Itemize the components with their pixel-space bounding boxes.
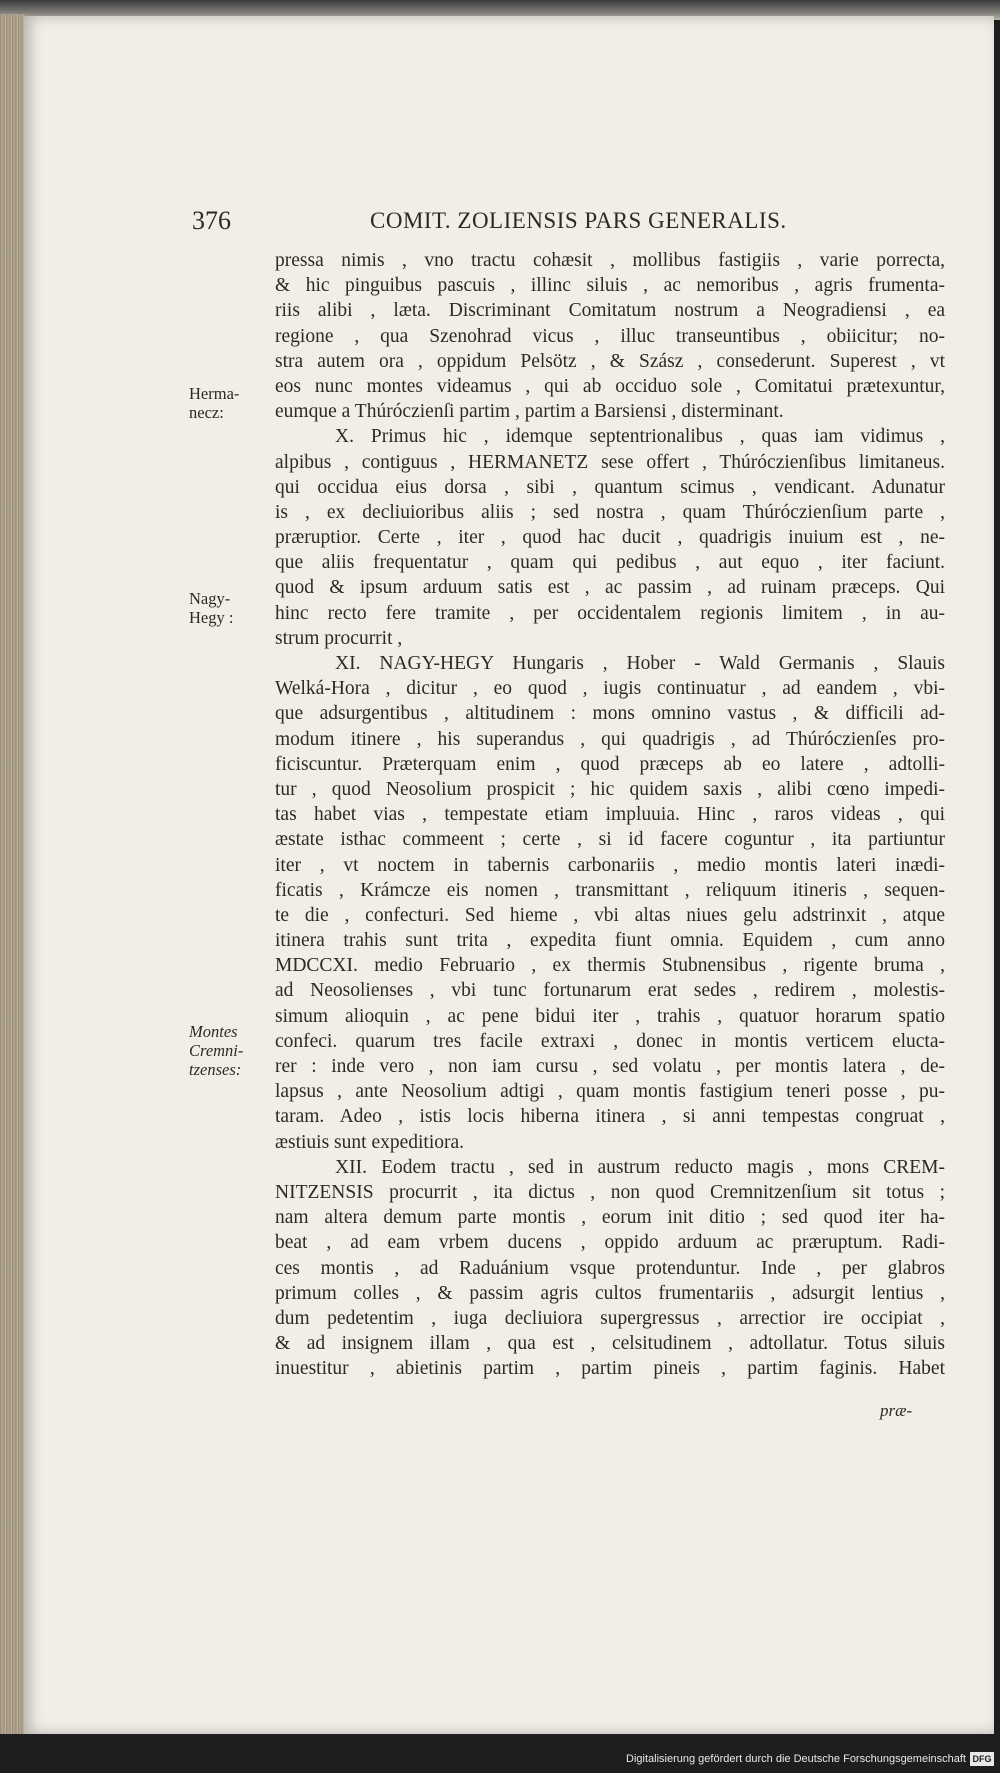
text-line: pressa nimis , vno tractu cohæsit , mollibus fastigiis , varie porrecta, xyxy=(275,250,945,271)
text-line: tur , quod Neosolium prospicit ; hic quidem saxis , alibi cœno impedi- xyxy=(275,778,945,800)
text-line: is , ex decliuioribus aliis ; sed nostra , quam Thúróczienſium parte , xyxy=(275,501,945,523)
text-line: tas habet vias , tempestate etiam impluuia. Hinc , raros videas , qui xyxy=(275,804,945,826)
text-line: æstiuis sunt expeditiora. xyxy=(275,1131,465,1153)
text-line: ficiscuntur. Præterquam enim , quod præceps ab eo latere , adtolli- xyxy=(275,753,945,775)
text-line: te die , confecturi. Sed hieme , vbi altas niues gelu adstrinxit , atque xyxy=(275,904,945,926)
text-line: itinera trahis sunt trita , expedita fiunt omnia. Equidem , cum anno xyxy=(275,930,945,952)
text-line: ad Neosolienses , vbi tunc fortunarum erat sedes , redirem , molestis- xyxy=(275,980,945,1002)
text-line: strum procurrit , xyxy=(275,627,403,649)
text-line: que adsurgentibus , altitudinem : mons omnino vastus , & difficili ad- xyxy=(275,703,945,725)
running-head-title: COMIT. ZOLIENSIS PARS GENERALIS. xyxy=(370,208,787,233)
text-line: regione , qua Szenohrad vicus , illuc transeuntibus , obiicitur; no- xyxy=(275,325,945,347)
running-head xyxy=(192,206,972,236)
text-line: qui occidua eius dorsa , sibi , quantum scimus , vendicant. Adunatur xyxy=(275,476,945,498)
text-line: confeci. quarum tres facile extraxi , donec in montis verticem elucta- xyxy=(275,1030,945,1052)
text-line: eos nunc montes videamus , qui ab occiduo sole , Comitatui prætexuntur, xyxy=(275,375,945,397)
text-line: que aliis frequentatur , quam qui pedibus , aut equo , iter faciunt. xyxy=(275,552,945,574)
text-line: lapsus , ante Neosolium adtigi , quam montis fastigium teneri posse , pu- xyxy=(275,1081,945,1103)
text-line: eumque a Thúróczienſi partim , partim a Barsiensi , disterminant. xyxy=(275,401,784,423)
catchword: præ- xyxy=(880,1401,913,1420)
text-line: dum pedetentim , iuga decliuiora supergressus , arrectior ire occipiat , xyxy=(275,1307,945,1329)
body-text xyxy=(275,248,945,1381)
footer-credit: Digitalisierung gefördert durch die Deutsche Forschungsgemeinschaft xyxy=(626,1753,966,1765)
paragraph-start-xi: XI. NAGY-HEGY Hungaris , Hober - Wald Germanis , Slauis xyxy=(335,653,945,674)
text-line: præruptior. Certe , iter , quod hac ducit , quadrigis inuium est , ne- xyxy=(275,527,945,549)
marginal-note-montes-cremnitzenses: Montes Cremni- tzenses: xyxy=(189,1022,244,1079)
text-line: stra autem ora , oppidum Pelsötz , & Szász , consederunt. Superest , vt xyxy=(275,350,945,372)
text-line: modum itinere , his superandus , qui quadrigis , ad Thúróczienſes pro- xyxy=(275,728,945,750)
text-line: NITZENSIS procurrit , ita dictus , non quod Cremnitzenſium sit totus ; xyxy=(275,1181,945,1203)
text-line: iter , vt noctem in tabernis carbonariis , medio montis lateri inædi- xyxy=(275,854,945,876)
text-line: taram. Adeo , istis locis hiberna itinera , si anni tempestas congruat , xyxy=(275,1106,945,1128)
paragraph-start-xii: XII. Eodem tractu , sed in austrum reducto magis , mons CREM- xyxy=(335,1156,945,1178)
text-line: alpibus , contiguus , HERMANETZ sese offert , Thúróczienſibus limitaneus. xyxy=(275,451,945,473)
marginal-note-nagy-hegy: Nagy- Hegy : xyxy=(189,589,234,627)
dfg-logo: DFG xyxy=(970,1752,994,1766)
page-number: 376 xyxy=(192,206,231,235)
text-line: ces montis , ad Raduánium vsque protenduntur. Inde , per glabros xyxy=(275,1257,945,1279)
text-line: rer : inde vero , non iam cursu , sed volatu , per montis latera , de- xyxy=(275,1056,945,1077)
text-line: hinc recto fere tramite , per occidentalem regionis limitem , in au- xyxy=(275,602,945,624)
paragraph-start-x: X. Primus hic , idemque septentrionalibus , quas iam vidimus , xyxy=(335,426,945,448)
book-page-edges xyxy=(0,14,26,1734)
text-line: beat , ad eam vrbem ducens , oppido arduum ac præruptum. Radi- xyxy=(275,1232,945,1254)
book-page xyxy=(24,16,994,1734)
text-line: & ad insignem illam , qua est , celsitudinem , adtollatur. Totus siluis xyxy=(275,1333,945,1355)
text-line: ficatis , Krámcze eis nomen , transmittant , reliquum itineris , sequen- xyxy=(275,879,945,901)
text-line: simum alioquin , ac pene bidui iter , trahis , quatuor horarum spatio xyxy=(275,1005,945,1027)
text-line: riis alibi , læta. Discriminant Comitatum nostrum a Neogradiensi , ea xyxy=(275,300,945,322)
text-line: primum colles , & passim agris cultos frumentariis , adsurgit lentius , xyxy=(275,1282,945,1304)
text-line: æstate isthac commeent ; certe , si id facere coguntur , ita partiuntur xyxy=(275,829,945,851)
text-line: nam altera demum parte montis , eorum init ditio ; sed quod iter ha- xyxy=(275,1207,945,1229)
text-line: quod & ipsum arduum satis est , ac passim , ad ruinam præceps. Qui xyxy=(275,577,945,599)
digitization-footer xyxy=(0,1748,1000,1773)
text-line: inuestitur , abietinis partim , partim pineis , partim faginis. Habet xyxy=(275,1358,945,1380)
text-line: MDCCXI. medio Februario , ex thermis Stubnensibus , rigente bruma , xyxy=(275,955,945,977)
text-line: Welká-Hora , dicitur , eo quod , iugis continuatur , ad eandem , vbi- xyxy=(275,678,945,700)
marginal-note-hermanecz: Herma- necz: xyxy=(189,384,240,422)
text-line: & hic pinguibus pascuis , illinc siluis , ac nemoribus , agris frumenta- xyxy=(275,275,945,297)
